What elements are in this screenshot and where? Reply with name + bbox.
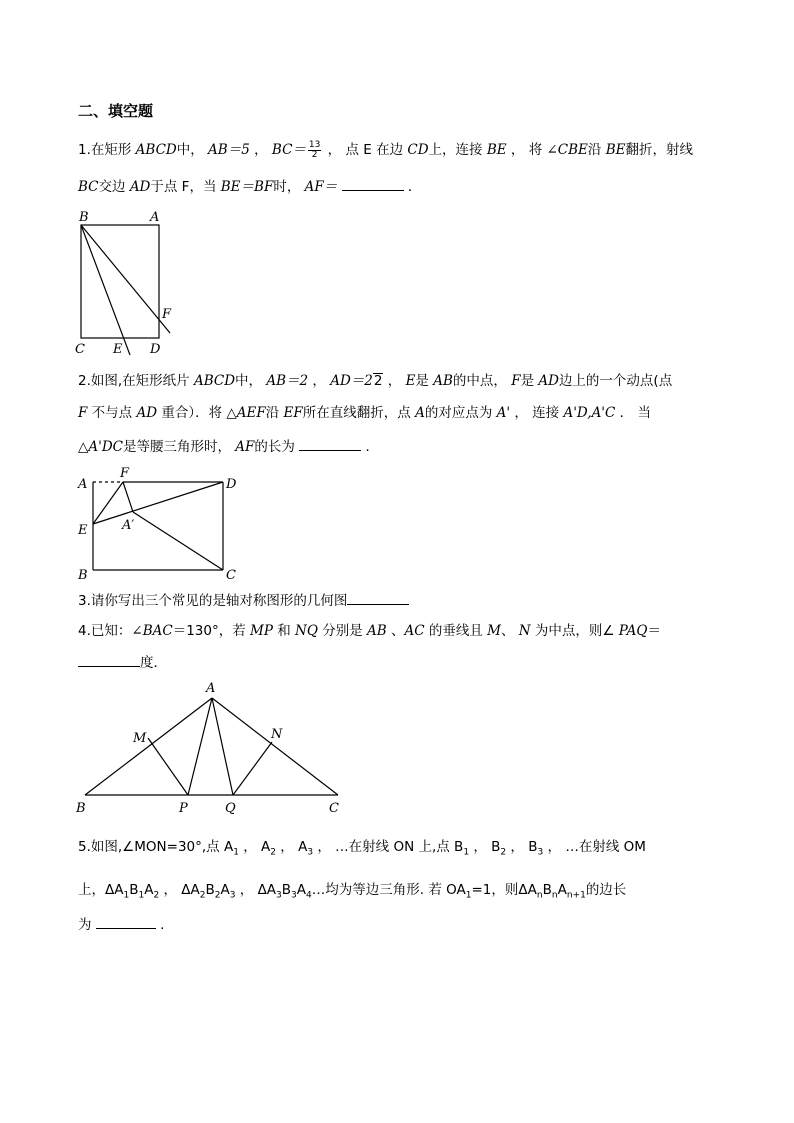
q1-math: BE＝BF	[220, 179, 274, 195]
q4-text: 为中点，则∠	[530, 623, 619, 639]
q4-segment-aq	[212, 698, 233, 795]
q2-text: ． 当	[615, 405, 651, 421]
q2-math: E	[405, 373, 416, 389]
q4-math: AB	[367, 623, 387, 639]
q1-text: ，	[249, 142, 272, 158]
q1-math: ABCD	[135, 142, 177, 158]
q2-label-b: B	[78, 568, 88, 583]
q4-text: 4.已知：	[78, 623, 132, 639]
q5-text: …均为等边三角形. 若 OA	[311, 882, 466, 898]
q2-math: AB＝2	[266, 373, 309, 389]
q1-text: ．	[403, 179, 422, 195]
q4-text: 分别是	[317, 623, 368, 639]
q5-subscript: 1	[233, 847, 239, 858]
q2-segment-ed	[93, 482, 223, 524]
q2-label-a-prime: A′	[122, 518, 135, 533]
q5-subscript: 2	[153, 890, 160, 901]
q1-figure	[70, 205, 180, 355]
q1-math: BE	[605, 142, 626, 158]
q5-subscript: n	[536, 890, 543, 901]
q5-text: A	[557, 882, 567, 898]
q1-line-2	[78, 176, 421, 197]
q1-label-d: D	[150, 342, 161, 357]
q4-answer-blank[interactable]	[78, 652, 140, 667]
q1-math: BC＝	[271, 142, 306, 158]
q1-math: AF＝	[304, 179, 338, 195]
q2-text: 所在直线翻折，点	[302, 405, 416, 421]
q2-label-c: C	[226, 568, 236, 583]
q2-label-a: A	[78, 477, 88, 492]
q4-line-2	[78, 652, 167, 673]
q4-math: N	[518, 623, 531, 639]
q1-label-f: F	[162, 307, 172, 322]
q2-math: AF	[235, 439, 255, 455]
q5-text: 5.如图,∠MON=30°,点 A	[78, 839, 234, 855]
q5-text: =1，则ΔA	[471, 882, 537, 898]
q5-subscript: n	[551, 890, 558, 901]
q4-label-m: M	[133, 731, 147, 746]
q5-subscript: 1	[123, 890, 130, 901]
q2-line-1	[78, 371, 672, 391]
q4-math: PAQ	[618, 623, 648, 639]
q5-subscript: 1	[463, 847, 470, 858]
q2-math: EF	[283, 405, 303, 421]
q5-text: ， A	[238, 839, 271, 855]
q2-math: △A'DC	[78, 439, 123, 455]
q3-answer-blank[interactable]	[347, 590, 409, 605]
q2-line-2	[78, 403, 651, 423]
q4-math: AC	[404, 623, 425, 639]
q5-text: ， ΔA	[235, 882, 277, 898]
q1-segment-bf	[81, 225, 170, 333]
q2-text: 沿	[265, 405, 284, 421]
fraction	[308, 141, 321, 160]
q3-line	[78, 590, 409, 611]
q1-answer-blank[interactable]	[342, 176, 404, 191]
q4-label-b: B	[76, 801, 86, 816]
q5-text: 为	[78, 917, 96, 933]
q5-line-3	[78, 914, 164, 935]
q5-text: 的边长	[585, 882, 627, 898]
q1-text: ， 将	[506, 142, 547, 158]
q2-text: ， 连接	[510, 405, 564, 421]
q4-label-c: C	[329, 801, 339, 816]
q4-segment-ap	[188, 698, 212, 795]
q5-text: B	[205, 882, 215, 898]
q5-text: ， A	[276, 839, 308, 855]
q2-segment-ef	[93, 482, 123, 524]
q5-answer-blank[interactable]	[96, 914, 156, 929]
q2-math: △AEF	[226, 405, 266, 421]
q1-label-b: B	[79, 210, 89, 225]
q2-text: 是等腰三角形时，	[123, 439, 236, 455]
q1-text: 于点 F，当	[150, 179, 221, 195]
q4-label-p: P	[179, 801, 188, 816]
q4-math: M	[487, 623, 501, 639]
q5-text: B	[129, 882, 139, 898]
q5-subscript: 2	[500, 847, 507, 858]
q1-text: 中，	[176, 142, 209, 158]
q2-text: ．	[361, 439, 380, 455]
q4-text: 度．	[140, 655, 167, 671]
q5-text: ， ΔA	[159, 882, 200, 898]
q5-text: ， B	[506, 839, 538, 855]
q5-subscript: 2	[270, 847, 277, 858]
q5-subscript: n+1	[566, 890, 586, 901]
q1-line-1	[78, 140, 693, 160]
q4-text: 的垂线且	[424, 623, 488, 639]
q4-segment-nq	[233, 742, 272, 795]
q2-text: 的长为	[254, 439, 300, 455]
q5-text: B	[281, 882, 292, 898]
q2-math: AB	[433, 373, 453, 389]
q4-figure	[70, 676, 360, 816]
q2-text: 中，	[235, 373, 267, 389]
q5-text: .	[155, 917, 165, 933]
q2-math: A'	[496, 405, 511, 421]
q4-text: 、	[501, 623, 519, 639]
q1-text: 翻折，射线	[625, 142, 693, 158]
q5-subscript: 3	[307, 847, 314, 858]
q1-text: 交边	[98, 179, 130, 195]
q2-text: 是	[520, 373, 539, 389]
q4-label-a: A	[206, 681, 216, 696]
q2-text: 重合）．将	[157, 405, 227, 421]
q5-text: ， …在射线 OM	[543, 839, 646, 855]
q5-text: ， B	[469, 839, 501, 855]
q2-segment-fa-prime	[123, 482, 133, 512]
q1-math: AB＝5	[208, 142, 250, 158]
q2-math: AD	[538, 373, 559, 389]
q5-line-2	[78, 880, 626, 906]
q4-label-q: Q	[225, 801, 236, 816]
q4-math: NQ	[295, 623, 318, 639]
q2-label-e: E	[78, 523, 88, 538]
q5-subscript: 3	[276, 890, 282, 901]
q4-side-ac	[212, 698, 338, 795]
q2-text: 边上的一个动点(点	[558, 373, 673, 389]
q1-math: BC	[78, 179, 99, 195]
q4-math: ∠BAC	[131, 623, 173, 639]
q1-text: ， 点 E 在边	[323, 142, 408, 158]
q1-text: 上，连接	[428, 142, 487, 158]
fraction-denominator: 2	[311, 149, 318, 160]
q2-math: A	[415, 405, 425, 421]
q5-text: A	[296, 882, 307, 898]
q2-math: F	[78, 405, 88, 421]
q2-text: ，	[308, 373, 331, 389]
q4-side-ab	[85, 698, 212, 795]
q4-text: 、	[386, 623, 405, 639]
q2-text: ，	[383, 373, 406, 389]
sqrt-radicand: 2	[373, 373, 383, 389]
q4-math: MP	[250, 623, 273, 639]
q1-math: AD	[129, 179, 151, 195]
q2-math: F	[511, 373, 521, 389]
q5-subscript: 2	[214, 890, 221, 901]
q2-segment-a-prime-c	[133, 512, 223, 570]
q1-rectangle	[81, 225, 159, 338]
q5-line-1	[78, 837, 646, 863]
q5-subscript: 3	[291, 890, 297, 901]
q2-line-3	[78, 436, 379, 457]
q2-text: 2.如图,在矩形纸片	[78, 373, 194, 389]
q2-text: 不与点	[87, 405, 137, 421]
q5-subscript: 4	[306, 890, 312, 901]
q5-text: A	[144, 882, 154, 898]
q4-segment-mp	[148, 738, 188, 795]
q1-text: 沿	[587, 142, 606, 158]
q1-segment-be	[81, 225, 130, 355]
q2-figure	[70, 462, 250, 582]
q4-text: ＝	[647, 623, 661, 639]
q5-text: B	[542, 882, 552, 898]
q1-math: ∠CBE	[546, 142, 588, 158]
fraction-numerator: 13	[308, 139, 321, 150]
q5-subscript: 1	[138, 890, 145, 901]
q2-math: ABCD	[193, 373, 236, 389]
q5-subscript: 2	[199, 890, 206, 901]
q5-subscript: 3	[229, 890, 236, 901]
q5-subscript: 3	[537, 847, 544, 858]
q4-text: 和	[272, 623, 296, 639]
q1-label-a: A	[150, 210, 160, 225]
q3-text: 3.请你写出三个常见的是轴对称图形的几何图	[78, 593, 348, 609]
q4-line-1	[78, 621, 661, 641]
q2-answer-blank[interactable]	[299, 436, 361, 451]
q4-text: ＝130°，若	[172, 623, 251, 639]
q2-label-d: D	[226, 477, 237, 492]
q1-label-c: C	[75, 342, 85, 357]
q5-text: ， …在射线 ON 上,点 B	[313, 839, 464, 855]
q2-label-f: F	[120, 466, 130, 481]
q5-text: 上，ΔA	[78, 882, 124, 898]
q2-text: 的对应点为	[424, 405, 497, 421]
q5-subscript: 1	[465, 890, 472, 901]
q1-text: 1.在矩形	[78, 142, 136, 158]
q1-math: CD	[407, 142, 429, 158]
section-title: 二、填空题	[78, 102, 154, 120]
q2-math: AD	[136, 405, 158, 421]
q1-text: 时，	[273, 179, 305, 195]
q4-label-n: N	[271, 727, 283, 742]
q2-text: 是	[415, 373, 434, 389]
q2-math: A'D,A'C	[563, 405, 616, 421]
q2-math: AD＝2	[330, 373, 373, 389]
q1-math: BE	[486, 142, 507, 158]
q2-text: 的中点，	[452, 373, 512, 389]
q1-label-e: E	[113, 342, 123, 357]
q5-text: A	[220, 882, 230, 898]
